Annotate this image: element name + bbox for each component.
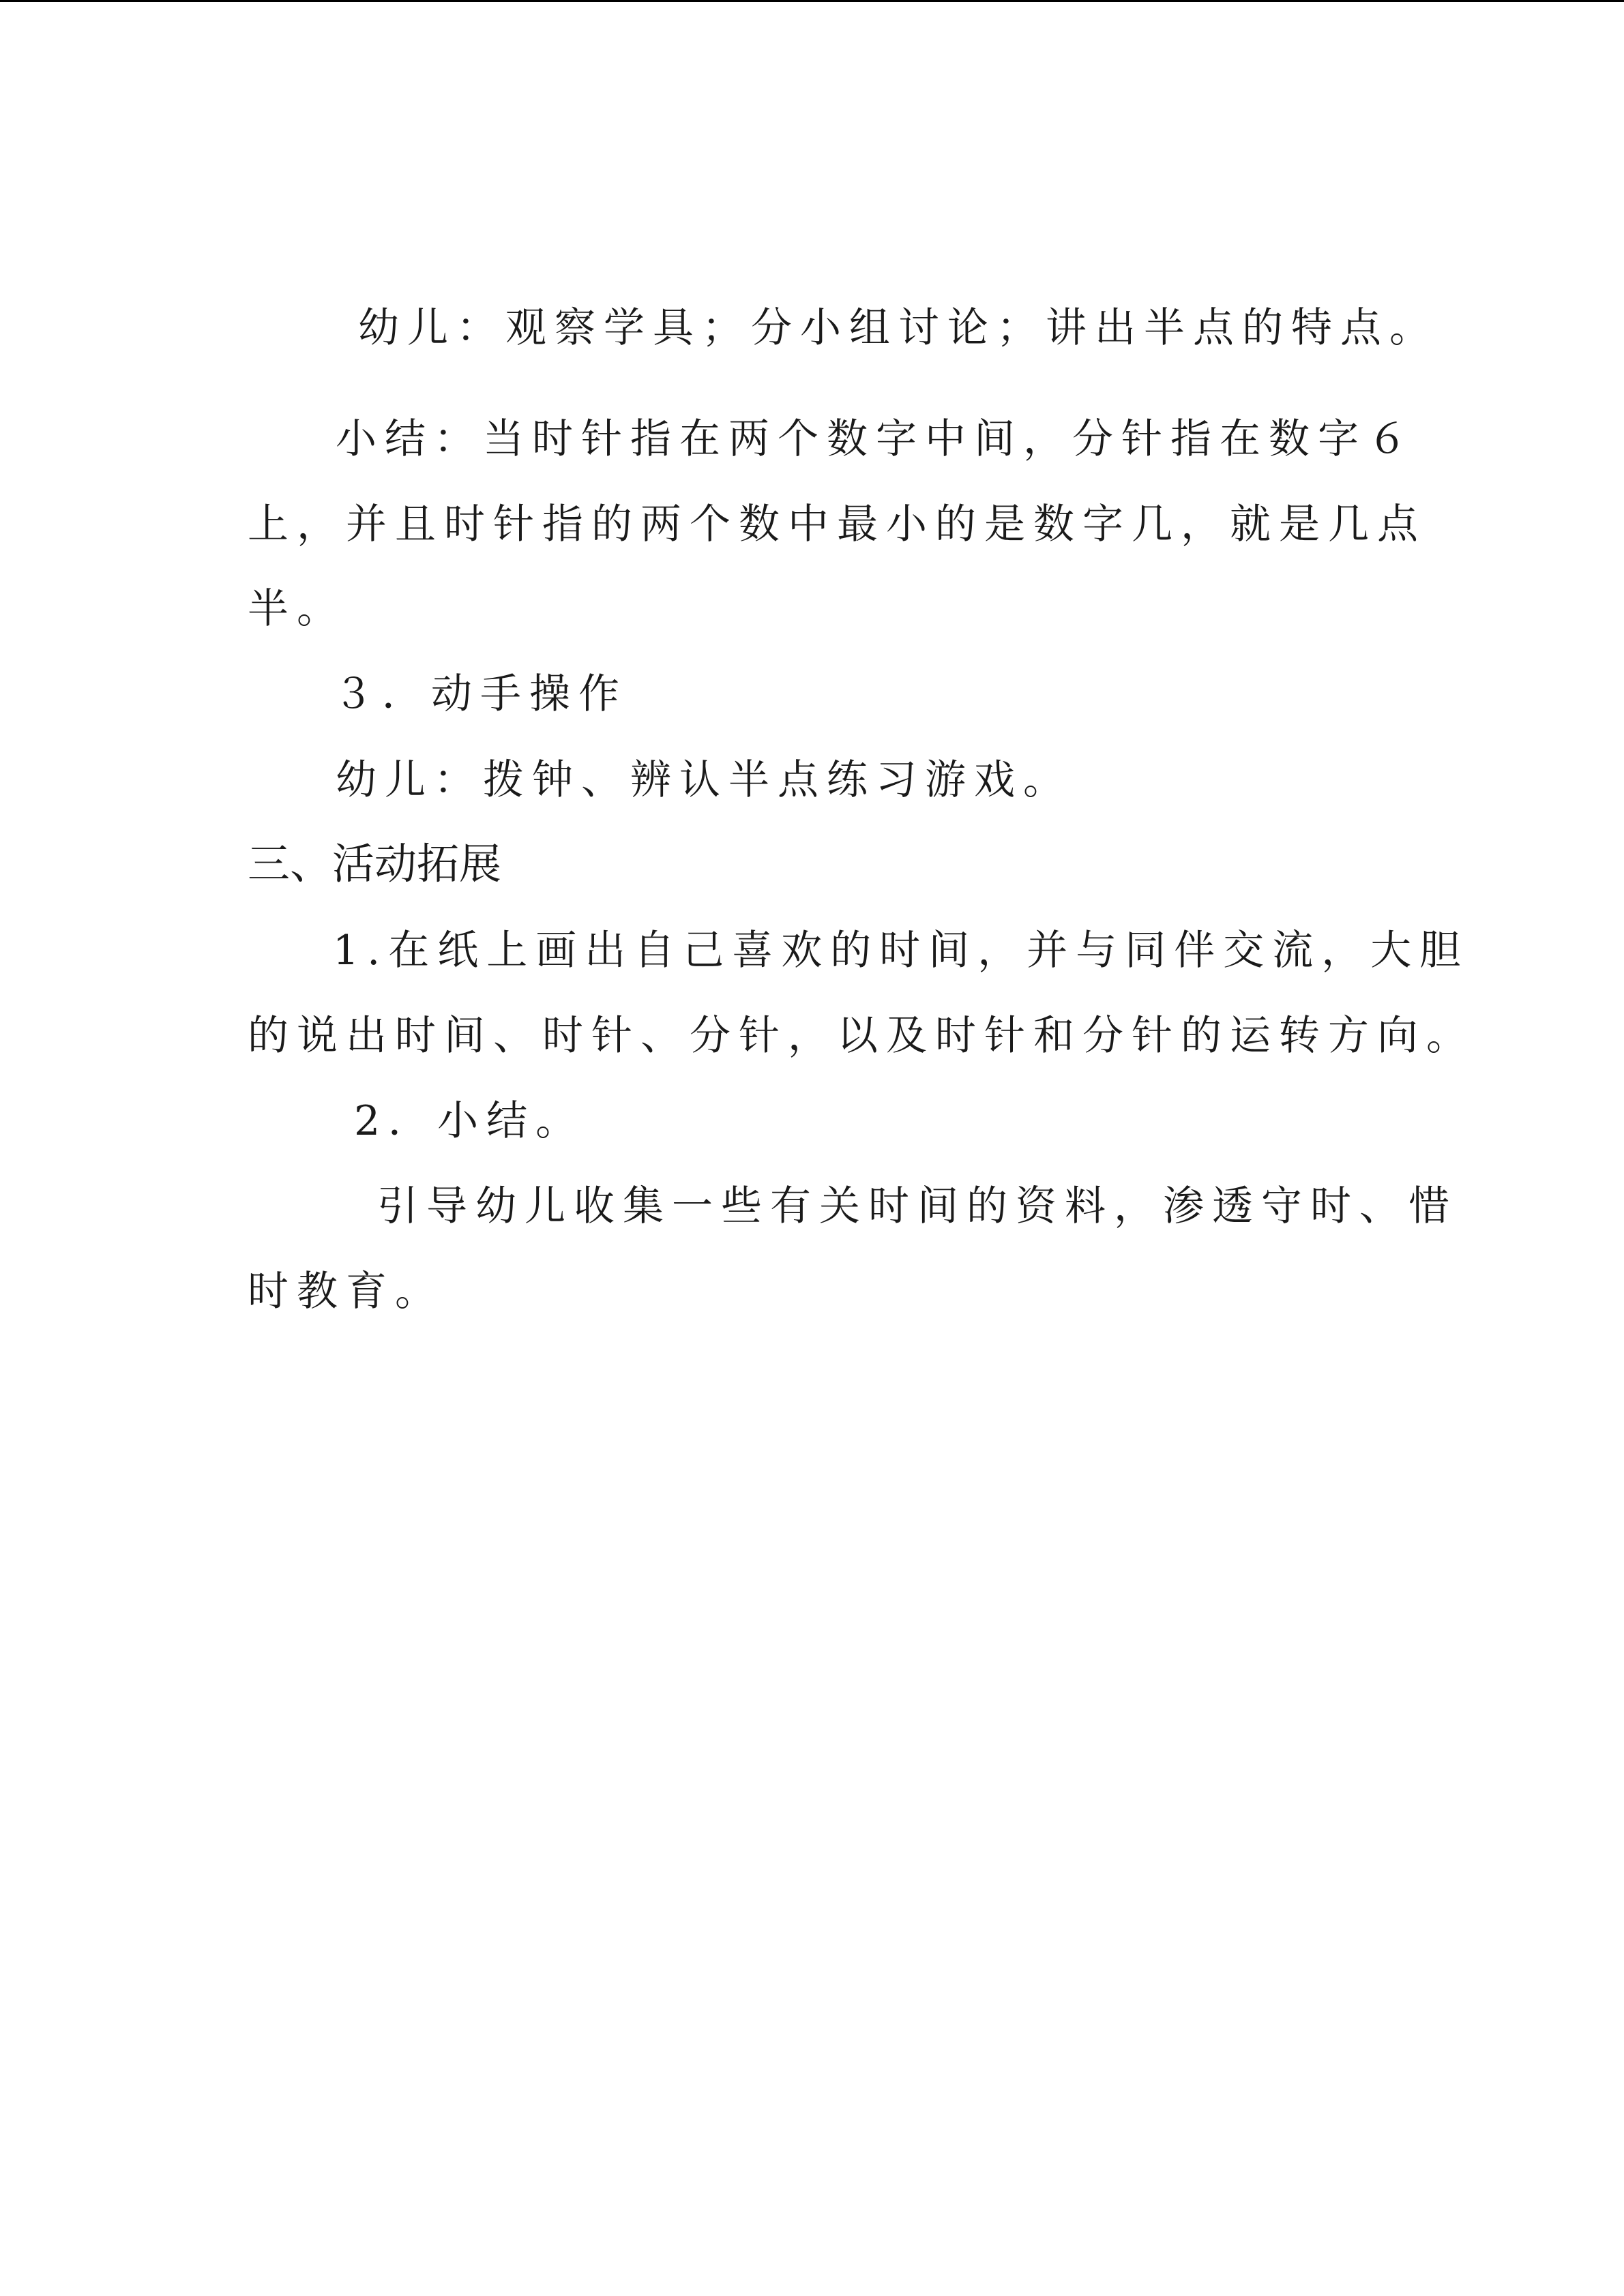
section-heading: 三、活动拓展 [248, 839, 502, 889]
text-line: 幼儿：观察学具；分小组讨论；讲出半点的特点。 [358, 304, 1438, 352]
text-line: 半。 [248, 585, 346, 633]
text-line: 的说出时间、时针、分针，以及时针和分针的运转方向。 [248, 1012, 1475, 1060]
text-line: 小结：当时针指在两个数字中间，分针指在数字６ [336, 415, 1416, 463]
text-line: ３．动手操作 [333, 670, 628, 718]
text-line: 时教育。 [248, 1268, 444, 1315]
text-line: 引导幼儿收集一些有关时间的资料，渗透守时、惜 [377, 1182, 1458, 1230]
text-line: 上，并且时针指的两个数中最小的是数字几，就是几点 [248, 501, 1426, 548]
text-line: 1.在纸上画出自己喜欢的时间，并与同伴交流，大胆 [333, 927, 1469, 974]
text-line: 2．小结。 [354, 1097, 585, 1145]
text-line: 幼儿：拨钟、辨认半点练习游戏。 [336, 756, 1072, 804]
